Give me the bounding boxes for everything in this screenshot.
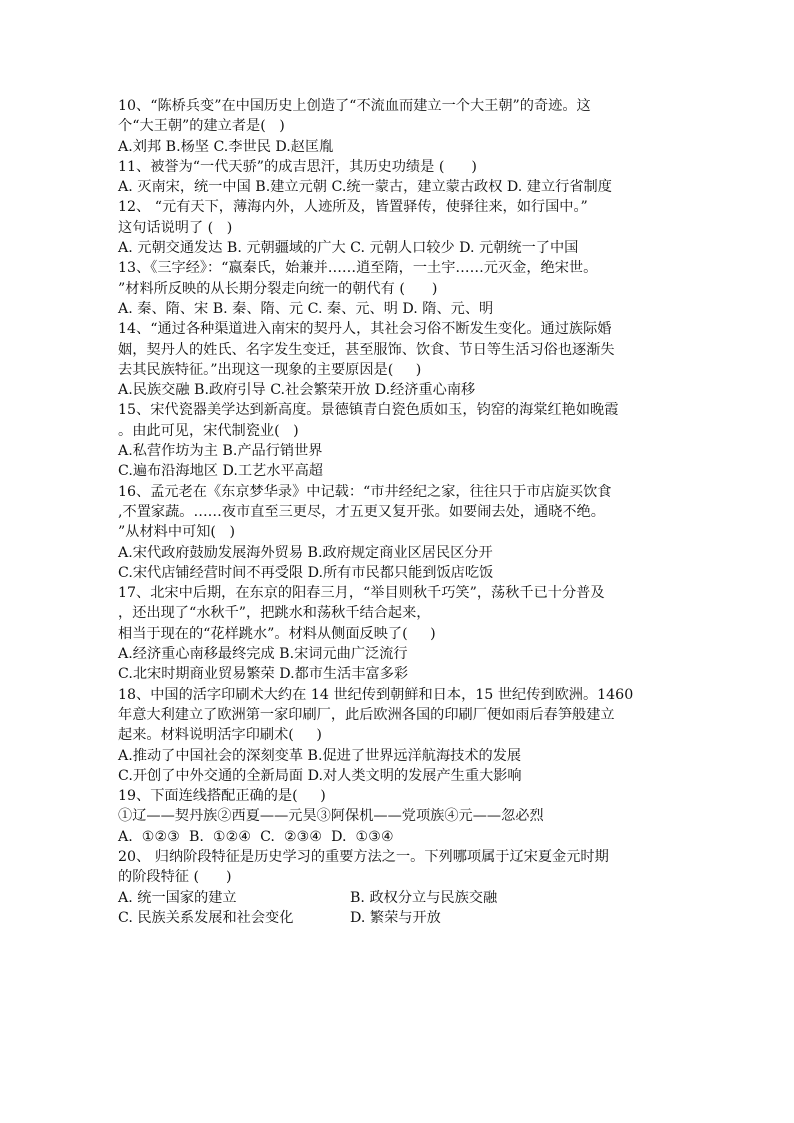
text-line: A.宋代政府鼓励发展海外贸易 B.政府规定商业区居民区分开: [118, 544, 493, 561]
q20-option-a: A. 统一国家的建立: [118, 889, 237, 906]
text-line: A.刘邦 B.杨坚 C.李世民 D.赵匡胤: [118, 138, 334, 155]
text-line: 19、下面连线搭配正确的是( ): [118, 788, 326, 805]
text-line: A.民族交融 B.政府引导 C.社会繁荣开放 D.经济重心南移: [118, 382, 476, 399]
q20-option-d: D. 繁荣与开放: [350, 909, 441, 926]
text-line: 16、孟元老在《东京梦华录》中记载：“市井经纪之家，往往只于市店旋买饮食: [118, 483, 612, 500]
text-line: ,不置家蔬。……夜市直至三更尽，才五更又复开张。如要闹去处，通晓不绝。: [118, 503, 605, 520]
text-line: 14、“通过各种渠道进入南宋的契丹人，其社会习俗不断发生变化。通过族际婚: [118, 321, 612, 338]
text-line: 相当于现在的“花样跳水”。材料从侧面反映了( ): [118, 625, 436, 642]
text-line: A.经济重心南移最终完成 B.宋词元曲广泛流行: [118, 646, 408, 663]
q20-option-b: B. 政权分立与民族交融: [350, 889, 498, 906]
text-line: ”从材料中可知( ): [118, 524, 235, 541]
text-line: A. 秦、隋、宋 B. 秦、隋、元 C. 秦、元、明 D. 隋、元、明: [118, 300, 494, 317]
text-line: A. 元朝交通发达 B. 元朝疆域的广大 C. 元朝人口较少 D. 元朝统一了中国: [118, 240, 579, 257]
q20-options-row-1: [118, 888, 678, 908]
text-line: 起来。材料说明活字印刷术( ): [118, 727, 322, 744]
q20-options-row-2: [118, 908, 678, 928]
text-line: 年意大利建立了欧洲第一家印刷厂，此后欧洲各国的印刷厂便如雨后春笋般建立: [118, 706, 615, 723]
text-line: C.开创了中外交通的全新局面 D.对人类文明的发展产生重大影响: [118, 767, 522, 784]
text-line: C.北宋时期商业贸易繁荣 D.都市生活丰富多彩: [118, 666, 409, 683]
text-line: A. ①②③ B. ①②④ C. ②③④ D. ①③④: [118, 828, 394, 845]
text-line: 的阶段特征 ( ): [118, 869, 232, 886]
text-line: A. 灭南宋，统一中国 B.建立元朝 C.统一蒙古，建立蒙古政权 D. 建立行省制度: [118, 179, 612, 196]
text-line: ，还出现了“水秋千”，把跳水和荡秋千结合起来，: [118, 605, 431, 622]
text-line: 11、被誉为“一代天骄”的成吉思汗，其历史功绩是 ( ): [118, 158, 477, 175]
text-line: A.私营作坊为主 B.产品行销世界: [118, 443, 323, 460]
text-line: ①辽——契丹族②西夏——元昊③阿保机——党项族④元——忽必烈: [118, 808, 544, 825]
text-line: 15、宋代瓷器美学达到新高度。景德镇青白瓷色质如玉，钧窑的海棠红艳如晚霞: [118, 402, 619, 419]
text-line: 13、《三字经》：“嬴秦氏，始兼并……逍至隋，一土宇……元灭金，绝宋世。: [118, 260, 598, 277]
q20-option-c: C. 民族关系发展和社会变化: [118, 909, 294, 926]
text-line: A.推动了中国社会的深刻变革 B.促进了世界远洋航海技术的发展: [118, 747, 522, 764]
text-line: 12、 “元有天下，薄海内外，人迹所及，皆置驿传，使驿往来，如行国中。”: [118, 199, 588, 216]
text-line: C.遍布沿海地区 D.工艺水平高超: [118, 463, 323, 480]
text-line: 10、“陈桥兵变”在中国历史上创造了“不流血而建立一个大王朝”的奇迹。这: [118, 98, 591, 114]
text-line: 姻，契丹人的姓氏、名字发生变迁，甚至服饰、饮食、节日等生活习俗也逐渐失: [118, 341, 615, 358]
text-line: 这句话说明了 ( ): [118, 219, 233, 236]
text-line: 20、 归纳阶段特征是历史学习的重要方法之一。下列哪项属于辽宋夏金元时期: [118, 848, 609, 865]
exam-page: [118, 96, 678, 928]
text-line: 18、中国的活字印刷术大约在 14 世纪传到朝鲜和日本，15 世纪传到欧洲。1460: [118, 686, 634, 703]
text-line: C.宋代店铺经营时间不再受限 D.所有市民都只能到饭店吃饭: [118, 564, 494, 581]
text-line: 个“大王朝”的建立者是( ): [118, 118, 285, 135]
text-line: 。由此可见，宋代制瓷业( ): [118, 422, 299, 439]
text-line: ”材料所反映的从长期分裂走向统一的朝代有 ( ): [118, 280, 438, 297]
text-line: 去其民族特征。”出现这一现象的主要原因是( ): [118, 361, 422, 378]
text-line: 17、北宋中后期，在东京的阳春三月，“举目则秋千巧笑”，荡秋千已十分普及: [118, 585, 605, 602]
